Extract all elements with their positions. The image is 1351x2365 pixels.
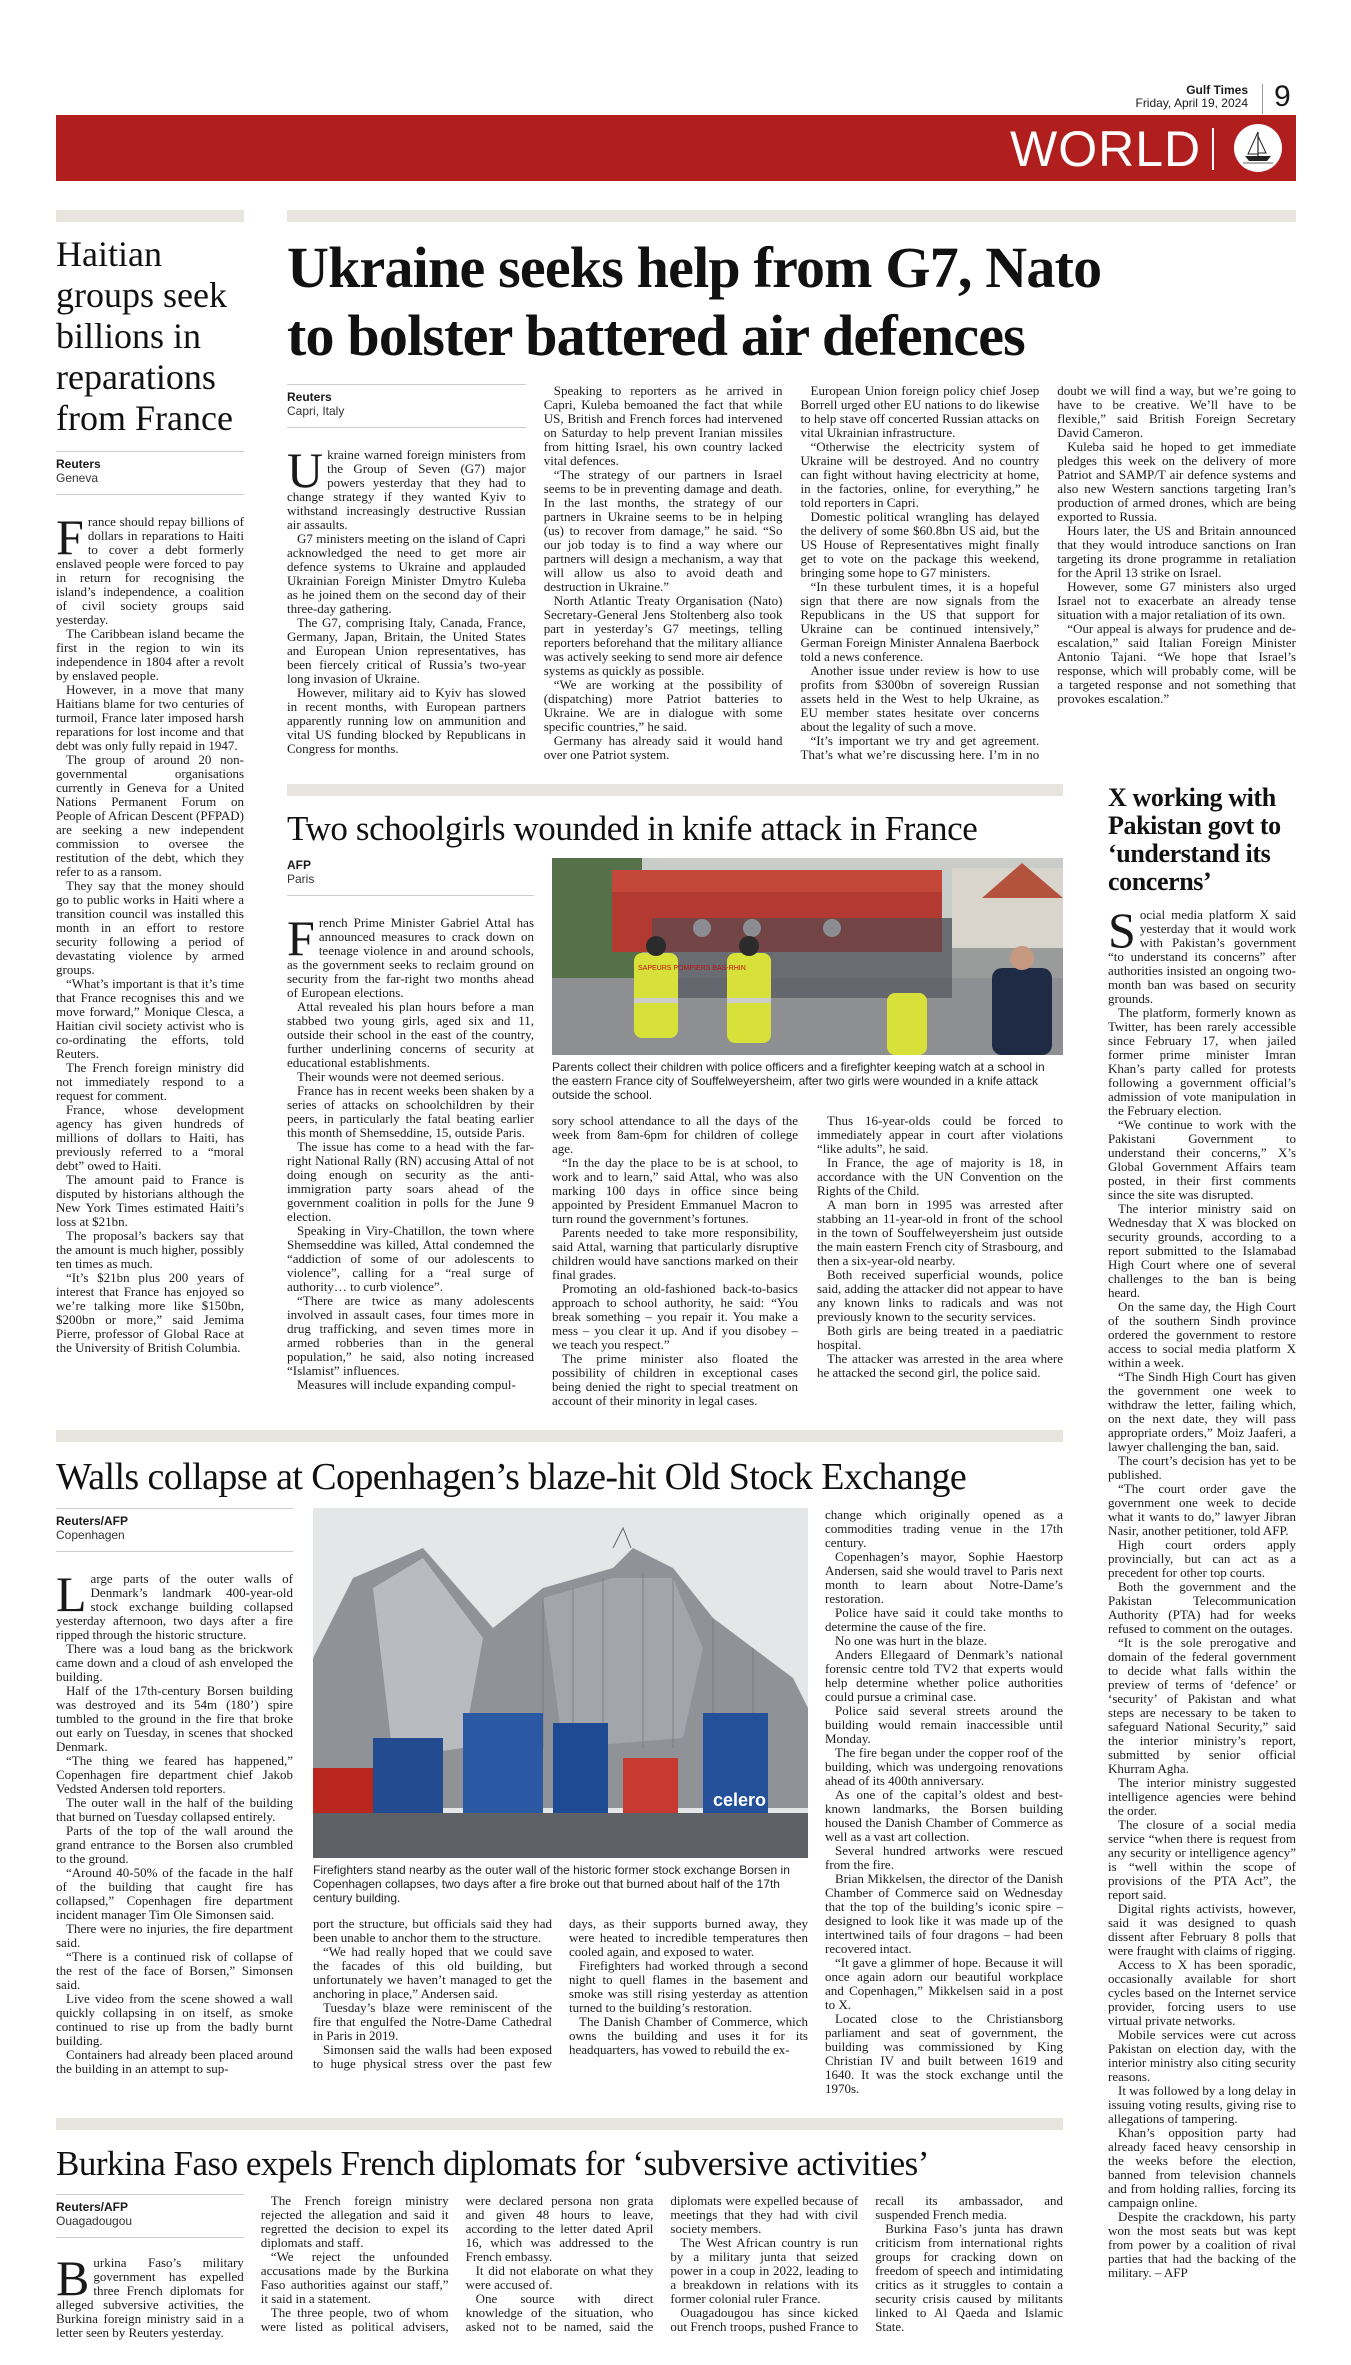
paragraph: There were no injuries, the fire department said. xyxy=(56,1921,293,1950)
paragraph: “In the day the place to be is at school, to work and to learn,” said Attal, who was also marking 100 days in office since being appointed by President Emmanuel Macron to turn round the government’s fortunes. xyxy=(552,1155,798,1226)
byline xyxy=(287,858,534,896)
paragraph: The issue has come to a head with the far-right National Rally (RN) accusing Attal of not doing enough on security as the anti-immigration party soars ahead of the government coalition in polls for the June 9 election. xyxy=(287,1139,534,1224)
article-body xyxy=(56,2194,1063,2340)
paragraph: “We reject the unfounded accusations made by the Burkina Faso authorities against our staff,” it said in a statement. xyxy=(260,2249,449,2306)
paragraph: Both received superficial wounds, police said, adding the attacker did not appear to have any known links to radicals and was not previously known to the security services. xyxy=(817,1267,1063,1324)
article-burkina xyxy=(56,2118,1063,2340)
paragraph: “Our appeal is always for prudence and de-escalation,” said Italian Foreign Minister Antonio Tajani. “We hope that Israel’s response, which will probably come, will be a targeted response and not something that provokes escalation.” xyxy=(1057,621,1296,706)
paragraph: Social media platform X said yesterday that it would work with Pakistan’s government “to understand its concerns” after authorities insisted an ongoing two-month ban was based on security grounds. xyxy=(1108,902,1296,1006)
byline xyxy=(56,2194,244,2238)
byline-location: Capri, Italy xyxy=(287,404,345,418)
article-body xyxy=(1108,902,1296,2280)
byline-location: Ouagadougou xyxy=(56,2214,133,2228)
paragraph: “It gave a glimmer of hope. Because it will once again adorn our beautiful workplace and Copenhagen,” Mikkelsen said in a post to X. xyxy=(825,1955,1063,2012)
section-title: WORLD xyxy=(1010,121,1202,177)
paragraph: Ouagadougou has since kicked out French troops, pushed France to recall its ambassador, and suspended French media. xyxy=(670,2193,1063,2334)
news-photo-borsen xyxy=(313,1508,808,1858)
paragraph: It did not elaborate on what they were accused of. xyxy=(465,2263,654,2292)
paragraph: Police said several streets around the building would remain inaccessible until Monday. xyxy=(825,1703,1063,1746)
paragraph: The three people, two of whom were listed as political advisers, were declared persona non grata and given 48 hours to leave, according to the letter dated April 16, which was addressed to the French embassy. xyxy=(260,2193,654,2334)
article-body-right xyxy=(552,1114,1063,1408)
paragraph: The group of around 20 non-governmental organisations currently in Geneva for a United Nations Permanent Forum on People of African Descent (PFPAD) are seeking a new independent commission to oversee the restitution of the debt, which they refer to as a ransom. xyxy=(56,752,244,879)
paragraph: High court orders apply provincially, but can act as a precedent for other top courts. xyxy=(1108,1537,1296,1580)
paragraph: Khan’s opposition party had already faced heavy censorship in the weeks before the election, banned from television channels and from holding rallies, forcing its campaign online. xyxy=(1108,2125,1296,2210)
paragraph: Containers had already been placed around the building in an attempt to sup- xyxy=(56,2047,293,2076)
article-body-mid xyxy=(313,1917,808,2071)
byline-location: Copenhagen xyxy=(56,1528,125,1542)
paragraph: However, in a move that many Haitians blame for two centuries of turmoil, France later imposed harsh reparations for lost income and that debt was only fully repaid in 1947. xyxy=(56,682,244,753)
paragraph-group xyxy=(1108,902,1296,2280)
paragraph-group xyxy=(56,1566,293,2076)
paragraph-group xyxy=(552,1114,1063,1408)
paragraph: “There are twice as many adolescents involved in assault cases, four times more in drug trafficking, and seven times more in armed robberies than in the general population,” he said, also noting increased “Islamist” influences. xyxy=(287,1293,534,1378)
paragraph: North Atlantic Treaty Organisation (Nato) Secretary-General Jens Stoltenberg also took part in yesterday’s G7 meetings, telling reporters beforehand that the military alliance was actively seeking to send more air defence systems as quickly as possible. xyxy=(543,593,783,678)
paragraph: The West African country is run by a military junta that seized power in a coup in 2022, leading to a breakdown in relations with its former colonial ruler France. xyxy=(670,2235,859,2306)
paragraph: It was followed by a long delay in issuing voting results, giving rise to allegations of tampering. xyxy=(1108,2083,1296,2126)
article-body-col1 xyxy=(56,1508,293,2076)
paragraph: France, whose development agency has given hundreds of millions of dollars to Haiti, has previously referred to a “moral debt” owed to Haiti. xyxy=(56,1102,244,1173)
headline-line: to bolster battered air defences xyxy=(287,303,1025,368)
paragraph: The amount paid to France is disputed by historians although the New York Times estimated Haiti’s loss at $21bn. xyxy=(56,1172,244,1229)
paragraph: Speaking in Viry-Chatillon, the town where Shemseddine was killed, Attal condemned the “addiction of some of our adolescents to violence”, calling for a “real surge of authority… to curb violence”. xyxy=(287,1223,534,1294)
article-photo-column xyxy=(313,1508,808,2071)
page-number: 9 xyxy=(1274,80,1291,113)
paragraph-group xyxy=(56,509,244,1355)
paragraph: One source with direct knowledge of the situation, who asked not to be named, said the diplomats were expelled because of meetings that they had with civil society members. xyxy=(465,2193,859,2334)
paragraph: Located close to the Christiansborg parliament and seat of government, the building was commissioned by King Christian IV and built between 1619 and 1640. It was the stock exchange until the 1970s. xyxy=(825,2011,1063,2096)
paragraph: A man born in 1995 was arrested after stabbing an 11-year-old in front of the school in the town of Souffelweyersheim just outside the main eastern French city of Strasbourg, and then a six-year-old nearby. xyxy=(817,1197,1063,1268)
byline-location: Paris xyxy=(287,872,315,886)
byline-agency: Reuters xyxy=(287,390,332,404)
article-layout xyxy=(56,1508,1063,2096)
paragraph: The platform, formerly known as Twitter, has been rarely accessible since February 17, when jailed former prime minister Imran Khan’s party called for protests following a government official’s admission of vote manipulation in the February election. xyxy=(1108,1005,1296,1118)
article-headline: Burkina Faso expels French diplomats for ‘subversive activities’ xyxy=(56,2144,929,2183)
article-haiti xyxy=(56,210,244,1355)
paragraph: The prime minister also floated the possibility of children in exceptional cases being denied the right to special treatment on account of their minority in legal cases. xyxy=(552,1351,798,1408)
paragraph: The proposal’s backers say that the amount is much higher, possibly ten times as much. xyxy=(56,1228,244,1271)
paragraph: Another issue under review is how to use profits from $300bn of sovereign Russian assets held in the West to help Ukraine, as EU member states hesitate over concerns about the legality of such a move. xyxy=(800,663,1040,734)
paragraph: port the structure, but officials said they had been unable to anchor them to the structure. xyxy=(313,1916,552,1945)
paragraph: Kuleba said he hoped to get immediate pledges this week on the delivery of more Patriot and SAMP/T air defence systems and also new Western sanctions targeting Iran’s production of armed drones, which are being exported to Russia. xyxy=(1057,439,1296,524)
paragraph: “We are working at the possibility of (dispatching) more Patriot batteries to Ukraine. We are in dialogue with some specific countries,” he said. xyxy=(543,677,783,734)
paragraph: Tuesday’s blaze were reminiscent of the fire that engulfed the Notre-Dame Cathedral in Paris in 2019. xyxy=(313,2000,552,2043)
paragraph: “We had really hoped that we could save the facades of this old building, but unfortunately we haven’t managed to get the anchoring in place,” Andersen said. xyxy=(313,1944,552,2001)
paragraph: The French foreign ministry did not immediately respond to a request for comment. xyxy=(56,1060,244,1103)
paragraph: Promoting an old-fashioned back-to-basics approach to school authority, he said: “You break something – you repair it. You make a mess – you clear it up. And if you disobey – we teach you respect.” xyxy=(552,1281,798,1352)
paragraph: Germany has already said it would hand over one Patriot system. xyxy=(543,733,783,762)
paragraph: The closure of a social media service “when there is request from any security or intelligence agency” is “well within the scope of provisions of the PTA Act”, the report said. xyxy=(1108,1817,1296,1902)
paragraph: Access to X has been sporadic, occasionally available for short cycles based on the Internet service provider, forcing users to use virtual private networks. xyxy=(1108,1957,1296,2028)
paragraph: “It is the sole prerogative and domain of the federal government to decide what falls within the preview of terms of ‘defence’ or ‘security’ of Pakistan and what steps are necessary to be taken to safeguard National Security,” said the interior ministry’s report, submitted by senior official Khurram Agha. xyxy=(1108,1635,1296,1776)
paragraph: “It’s $21bn plus 200 years of interest that France has enjoyed so we’re talking more like $150bn, $200bn or more,” said Jemima Pierre, professor of Global Race at the University of British Columbia. xyxy=(56,1270,244,1355)
byline-agency: Reuters/AFP xyxy=(56,1514,129,1528)
paragraph: Attal revealed his plan hours before a man stabbed two young girls, aged six and 11, outside their school in the east of the country, further underlining concerns of security at educational establishments. xyxy=(287,999,534,1070)
paragraph: Brian Mikkelsen, the director of the Danish Chamber of Commerce said on Wednesday that the top of the building’s iconic spire – designed to look like it was made up of the intertwined tails of four dragons – had been recovered intact. xyxy=(825,1871,1063,1956)
paragraph: Burkina Faso’s junta has drawn criticism from international rights groups for cracking down on freedom of speech and intimidating critics as it struggles to contain a security crisis caused by militants linked to Al Qaeda and Islamic State. xyxy=(875,2221,1063,2334)
news-photo-school xyxy=(552,858,1063,1055)
paragraph: Digital rights activists, however, said it was designed to quash dissent after February 8 polls that were fraught with claims of rigging. xyxy=(1108,1901,1296,1958)
paragraph: The fire began under the copper roof of the building, which was undergoing renovations ahead of its 400th anniversary. xyxy=(825,1745,1063,1788)
byline-agency: AFP xyxy=(287,858,311,872)
paragraph: Live video from the scene showed a wall quickly collapsing in on itself, as smoke continued to rise up from the badly burnt building. xyxy=(56,1991,293,2048)
paragraph: Parts of the top of the wall around the grand entrance to the Borsen also crumbled to the ground. xyxy=(56,1823,293,1866)
paragraph: Firefighters had worked through a second night to quell flames in the basement and smoke was still rising yesterday as attention turned to the building’s restoration. xyxy=(569,1958,808,2015)
paragraph: The court’s decision has yet to be published. xyxy=(1108,1453,1296,1482)
byline-agency: Reuters/AFP xyxy=(56,2200,129,2214)
paragraph-group xyxy=(287,910,534,1392)
paragraph: French Prime Minister Gabriel Attal has announced measures to crack down on teenage violence in and around schools, as the government seeks to reclaim ground on security from the far-right two months ahead of European elections. xyxy=(287,910,534,1000)
paragraph: Mobile services were cut across Pakistan on election day, with the interior ministry also citing security reasons. xyxy=(1108,2027,1296,2084)
paragraph: Measures will include expanding compul- xyxy=(297,1377,516,1392)
paragraph: Simonsen said the walls had been exposed to huge physical stress over the past few days, as their supports burned away, they were heated to incredible temperatures then cooled again, and exposed to water. xyxy=(313,1916,808,2071)
paragraph: “The thing we feared has happened,” Copenhagen fire department chief Jakob Vedsted Andersen told reporters. xyxy=(56,1753,293,1796)
paragraph: Large parts of the outer walls of Denmark’s landmark 400-year-old stock exchange building collapsed yesterday afternoon, two days after a fire ripped through the historic structure. xyxy=(56,1566,293,1642)
paragraph: “What’s important is that it’s time that France recognises this and we move forward,” Monique Clesca, a Haitian civil society activist who is co-ordinating the efforts, told Reuters. xyxy=(56,976,244,1061)
paragraph: Half of the 17th-century Borsen building was destroyed and its 54m (180’) spire tumbled to the ground in the fire that broke out early on Tuesday, in scenes that shocked Denmark. xyxy=(56,1683,293,1754)
paragraph: The G7, comprising Italy, Canada, France, Germany, Japan, Britain, the United States and European Union representatives, has been fiercely critical of Russia’s two-year long invasion of Ukraine. xyxy=(287,615,526,686)
paragraph: Anders Ellegaard of Denmark’s national forensic centre told TV2 that experts would help determine whether police authorities could pursue a criminal case. xyxy=(825,1647,1063,1704)
article-photo-column xyxy=(552,858,1063,1408)
paragraph: However, some G7 ministers also urged Israel not to exacerbate an already tense situation with a major retaliation of its own. xyxy=(1057,579,1296,622)
paragraph: “We continue to work with the Pakistani Government to understand their concerns,” X’s Global Government Affairs team posted, in their first comments since the site was disrupted. xyxy=(1108,1117,1296,1202)
paragraph: The Caribbean island became the first in the region to win its independence in 1804 after a revolt by enslaved people. xyxy=(56,626,244,683)
paragraph: There was a loud bang as the brickwork came down and a cloud of ash enveloped the building. xyxy=(56,1641,293,1684)
article-schoolgirls xyxy=(287,784,1063,1408)
paragraph: “There is a continued risk of collapse of the rest of the face of Borsen,” Simonsen said. xyxy=(56,1949,293,1992)
paragraph: Ukraine warned foreign ministers from the Group of Seven (G7) major powers yesterday that they had to change strategy if they wanted Kyiv to withstand increasingly destructive Russian air assaults. xyxy=(287,442,526,532)
paragraph: Copenhagen’s mayor, Sophie Haestorp Andersen, said she would travel to Paris next month to learn about Notre-Dame’s restoration. xyxy=(825,1549,1063,1606)
byline xyxy=(56,451,244,495)
paragraph: France has in recent weeks been shaken by a series of attacks on schoolchildren by their peers, in particularly the fatal beating earlier this month of Shemseddine, 15, outside Paris. xyxy=(287,1083,534,1140)
article-copenhagen xyxy=(56,1430,1063,2096)
paragraph: However, military aid to Kyiv has slowed in recent months, with European partners apparently running low on ammunition and vital US funding blocked by Republicans in Congress for months. xyxy=(287,685,526,756)
masthead-divider xyxy=(1262,84,1263,114)
article-headline: X working with Pakistan govt to ‘understand its concerns’ xyxy=(1108,783,1281,896)
article-headline: Walls collapse at Copenhagen’s blaze-hit Old Stock Exchange xyxy=(56,1456,967,1498)
section-divider xyxy=(1212,128,1214,170)
publication-date: Friday, April 19, 2024 xyxy=(1135,96,1248,110)
paragraph: “The Sindh High Court has given the government one week to withdraw the letter, failing which, on the next date, they will pass appropriate orders,” Moiz Jaaferi, a lawyer challenging the ban, said. xyxy=(1108,1369,1296,1454)
article-x-pakistan xyxy=(1108,784,1296,2280)
paragraph: The interior ministry said on Wednesday that X was blocked on security grounds, according to a report submitted to the Islamabad High Court where one of several challenges to the ban is being heard. xyxy=(1108,1201,1296,1300)
photo-caption: Firefighters stand nearby as the outer wall of the historic former stock exchange Borsen in Copenhagen collapses, two days after a fire broke out that burned about half of the 17th century building. xyxy=(313,1863,790,1905)
paragraph: Their wounds were not deemed serious. xyxy=(297,1069,505,1084)
paragraph: Parents needed to take more responsibility, said Attal, warning that particularly disruptive children would have sanctions marked on their final grades. xyxy=(552,1225,798,1282)
paragraph-group xyxy=(287,384,1296,762)
paragraph: Thus 16-year-olds could be forced to immediately appear in court after violations “like adults”, he said. xyxy=(817,1113,1063,1156)
paragraph-group xyxy=(313,1917,808,2071)
publication-info xyxy=(1135,84,1248,110)
paragraph: As one of the capital’s oldest and best-known landmarks, the Borsen building housed the Danish Chamber of Commerce as well as a vast art collection. xyxy=(825,1787,1063,1844)
article-headline: Haitian groups seek billions in reparations from France xyxy=(56,234,233,438)
photo-vest-label: SAPEURS POMPIERS BAS-RHIN xyxy=(638,965,746,972)
paragraph: Both girls are being treated in a paediatric hospital. xyxy=(817,1323,1063,1352)
paragraph: Both the government and the Pakistan Telecommunication Authority (PTA) had for weeks refused to comment on the outages. xyxy=(1108,1579,1296,1636)
lead-headline xyxy=(287,234,1296,370)
byline-agency: Reuters xyxy=(56,457,101,471)
paragraph: “The court order gave the government one week to decide what it wants to do,” lawyer Jibran Nasir, another petitioner, told AFP. xyxy=(1108,1481,1296,1538)
article-headline: Two schoolgirls wounded in knife attack in France xyxy=(287,809,978,848)
paragraph: The attacker was arrested in the area where he attacked the second girl, the police said. xyxy=(817,1351,1063,1380)
paragraph: On the same day, the High Court of the southern Sindh province ordered the government to restore access to social media platform X within a week. xyxy=(1108,1299,1296,1370)
paragraph: The outer wall in the half of the building that burned on Tuesday collapsed entirely. xyxy=(56,1795,293,1824)
paragraph: France should repay billions of dollars in reparations to Haiti to cover a debt formerly enslaved people were forced to pay in return for recognising the island’s independence, a coalition of civil society groups said yesterday. xyxy=(56,509,244,627)
paragraph: “Otherwise the electricity system of Ukraine will be destroyed. And no country can fight without having electricity at home, in the factories, online, for everything,” he told reporters in Capri. xyxy=(800,439,1040,510)
paragraph: The Danish Chamber of Commerce, which owns the building and uses it for its headquarters, has vowed to rebuild the ex- xyxy=(569,2014,808,2057)
paragraph: Hours later, the US and Britain announced that they would introduce sanctions on Iran targeting its drone programme in retaliation for the April 13 strike on Israel. xyxy=(1057,523,1296,580)
paragraph: change which originally opened as a commodities trading venue in the 17th century. xyxy=(825,1507,1063,1550)
paragraph: Despite the crackdown, his party won the most seats but was kept from power by a coalition of rival parties that had the backing of the military. – AFP xyxy=(1108,2209,1296,2280)
photo-caption: Parents collect their children with police officers and a firefighter keeping watch at a school in the eastern France city of Souffelweyersheim, after two girls were wounded in a knife attack outside the school. xyxy=(552,1060,1045,1102)
article-body-col4 xyxy=(825,1508,1063,2096)
paragraph: Burkina Faso’s military government has expelled three French diplomats for alleged subversive activities, the Burkina foreign ministry said in a letter seen by Reuters yesterday. xyxy=(56,2250,244,2340)
article-layout xyxy=(287,858,1063,1408)
headline-line: Ukraine seeks help from G7, Nato xyxy=(287,235,1102,300)
paragraph: The French foreign ministry rejected the allegation and said it regretted the decision to expel its diplomats and staff. xyxy=(260,2193,449,2250)
paragraph: Several hundred artworks were rescued from the fire. xyxy=(825,1843,1063,1872)
paragraph: “In these turbulent times, it is a hopeful sign that there are now signals from the Republicans in the US that support for Ukraine can be continued intensively,” German Foreign Minister Annalena Baerbock told a news conference. xyxy=(800,579,1040,664)
paragraph: Police have said it could take months to determine the cause of the fire. xyxy=(825,1605,1063,1634)
paragraph: The interior ministry suggested intelligence agencies were behind the order. xyxy=(1108,1775,1296,1818)
byline-location: Geneva xyxy=(56,471,99,485)
paragraph: European Union foreign policy chief Josep Borrell urged other EU nations to do likewise to help stave off concerted Russian attacks on vital Ukrainian infrastructure. xyxy=(800,383,1040,440)
article-ukraine xyxy=(287,210,1296,762)
paragraph: “Around 40-50% of the facade in the half of the building that caught fire has collapsed,” Copenhagen fire department incident manager Tim Ole Simonsen said. xyxy=(56,1865,293,1922)
paragraph: “The strategy of our partners in Israel seems to be in preventing damage and death. In the last months, the strategy of our partners in Ukraine seems to be in helping (us) to recover from damage,” he said. “So our job today is to find a way where our partners will design a mechanism, a way that will allow us also to avoid death and destruction in Ukraine.” xyxy=(543,467,783,594)
paragraph: Domestic political wrangling has delayed the delivery of some $60.8bn US aid, but the US House of Representatives might finally get to vote on the package this weekend, bringing some hope to G7 ministers. xyxy=(800,509,1040,580)
paragraph: Speaking to reporters as he arrived in Capri, Kuleba bemoaned the fact that while US, British and French forces had intervened on Saturday to help prevent Iranian missiles from hitting Israel, his own country lacked vital defences. xyxy=(543,383,783,468)
article-body-left xyxy=(287,858,534,1392)
article-body xyxy=(287,384,1296,762)
paragraph: G7 ministers meeting on the island of Capri acknowledged the need to get more air defence systems to Ukraine and applauded Ukrainian Foreign Minister Dmytro Kuleba as he joined them on the second day of their three-day gathering. xyxy=(287,531,526,616)
photo-container-label: celero xyxy=(713,1790,767,1810)
paragraph: In France, the age of majority is 18, in accordance with the UN Convention on the Rights of the Child. xyxy=(817,1155,1063,1198)
page-grid xyxy=(56,210,1296,2340)
paragraph: “It’s important we try and get agreement. That’s what we’re discussing here. I’m in no doubt we will find a way, but we’re going to have to be creative. We’ll have to be flexible,” said British Foreign Secretary David Cameron. xyxy=(800,383,1296,762)
dhow-ship-icon xyxy=(1234,124,1282,172)
byline xyxy=(56,1508,293,1552)
paragraph: They say that the money should go to public works in Haiti where a transition council was installed this month in an effort to restore security following a period of devastating violence by armed groups. xyxy=(56,878,244,977)
paragraph-group xyxy=(825,1508,1063,2096)
paragraph: sory school attendance to all the days of the week from 8am-6pm for children of college age. xyxy=(552,1113,798,1156)
publication-name: Gulf Times xyxy=(1186,83,1248,97)
byline xyxy=(287,384,526,428)
article-body xyxy=(56,451,244,1355)
paragraph: No one was hurt in the blaze. xyxy=(835,1633,987,1648)
